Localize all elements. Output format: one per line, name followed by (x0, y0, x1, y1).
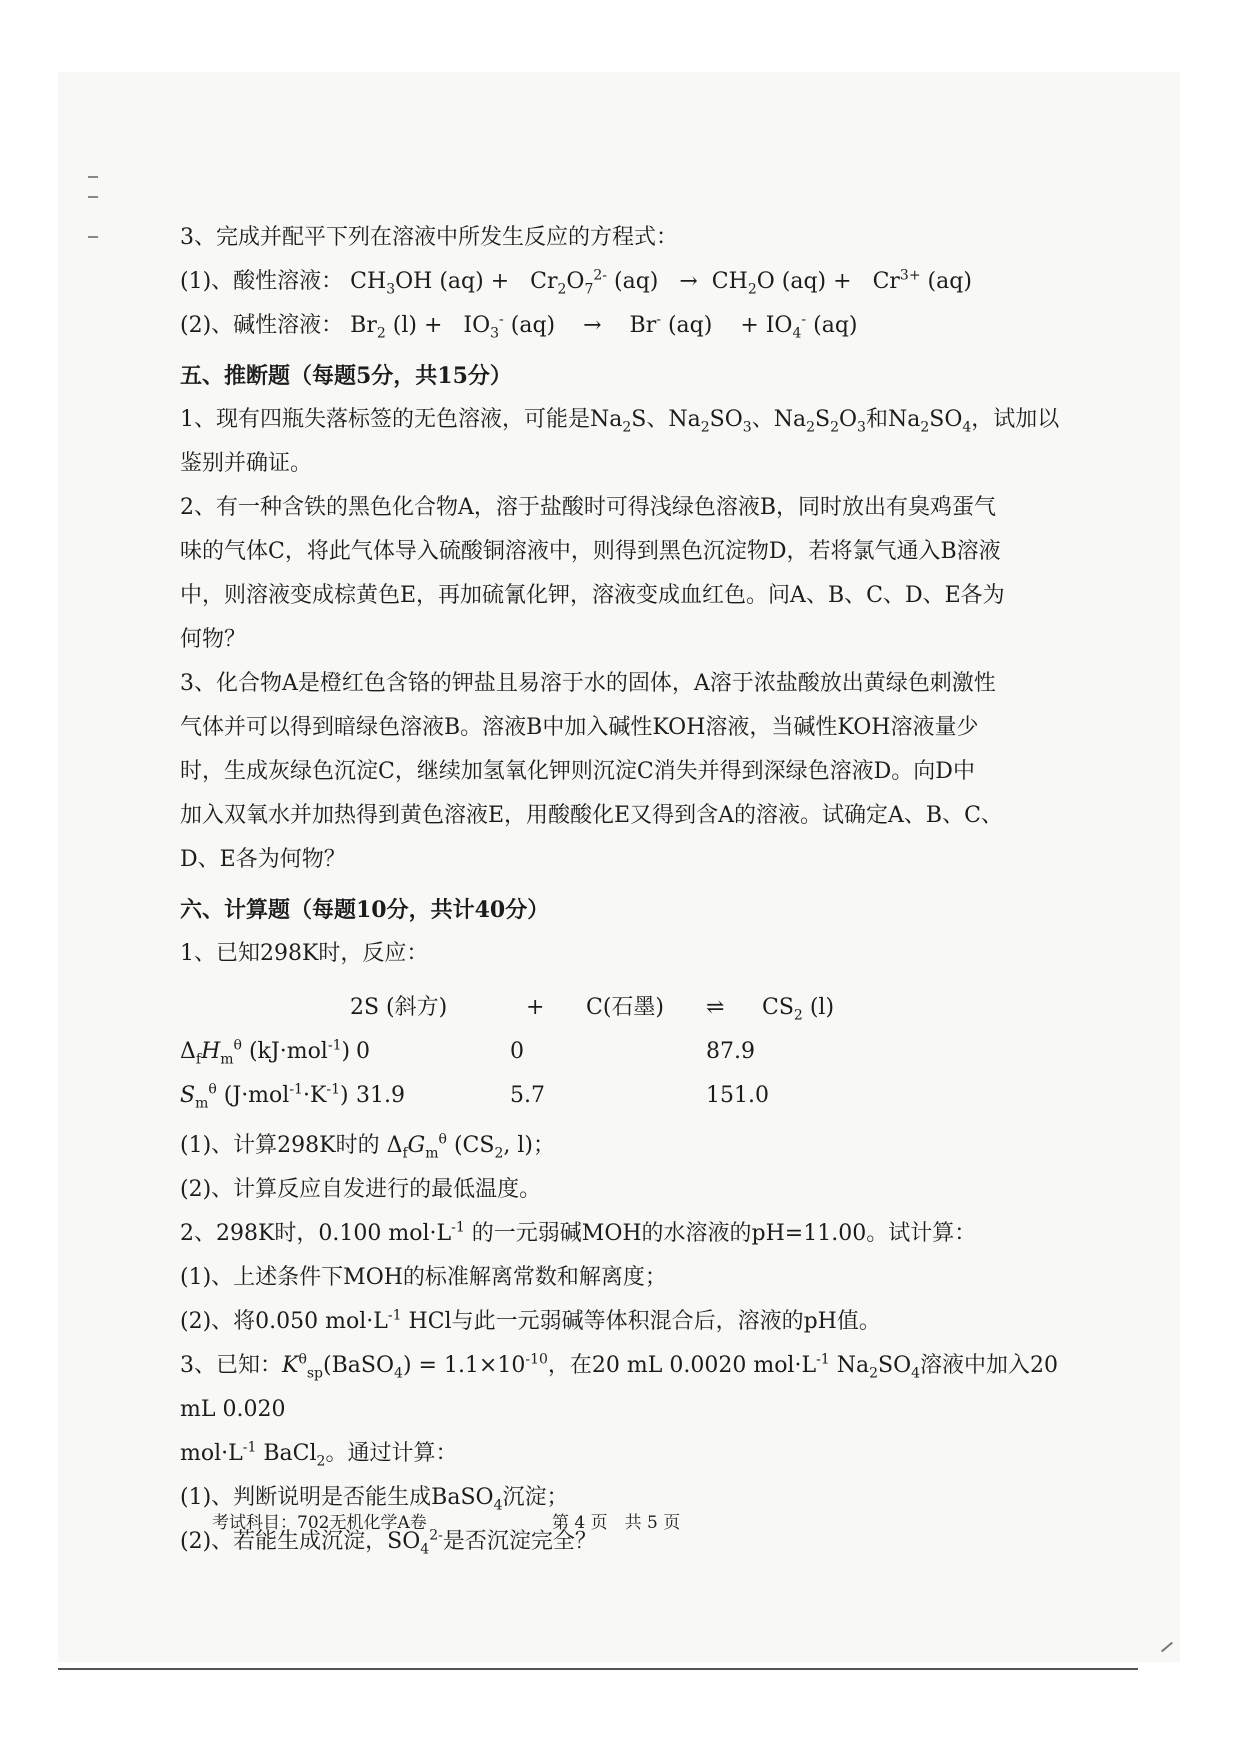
q3-equation-1: (1)、酸性溶液： $CH_3OH$ (aq) + $Cr_2O_7^{2-}$ (aq) → $CH_2O$ (aq) + $Cr^{3+}$ (aq) (180, 267, 972, 298)
section-5-title: 五、推断题（每题5分，共15分） (180, 363, 512, 389)
s5-question-2-line: 味的气体C，将此气体导入硫酸铜溶液中，则得到黑色沉淀物D，若将氯气通入B溶液 (180, 539, 1001, 564)
s6-question-2-part-1: (1)、上述条件下MOH的标准解离常数和解离度； (180, 1265, 667, 1290)
edge-mark (88, 236, 98, 238)
enthalpy-label: $\Delta_fH_m^\theta$ (kJ·mol$^{-1}$) (180, 1037, 351, 1068)
s6-question-1-part-2: (2)、计算反应自发进行的最低温度。 (180, 1177, 542, 1202)
s6-question-3-line2: $mol\cdot L^{-1}$ BaCl$_2$。通过计算： (180, 1439, 458, 1470)
s5-question-1: 1、现有四瓶失落标签的无色溶液，可能是$Na_2S$、$Na_2SO_3$、$Na_2S_2O_3$和$Na_2SO_4$，试加以 (180, 407, 1060, 436)
s5-question-2-line: 2、有一种含铁的黑色化合物A，溶于盐酸时可得浅绿色溶液B，同时放出有臭鸡蛋气 (180, 495, 997, 520)
s6-question-1-intro: 1、已知298K时，反应： (180, 941, 429, 966)
s5-question-3-line: 气体并可以得到暗绿色溶液B。溶液B中加入碱性KOH溶液，当碱性KOH溶液量少 (180, 715, 979, 740)
entropy-row (180, 1074, 1060, 1118)
s6-question-2: 2、298K时，0.100 $mol\cdot L^{-1}$ 的一元弱碱MOH的水溶液的pH=11.00。试计算： (180, 1219, 977, 1246)
enthalpy-row (180, 1030, 1060, 1074)
s5-question-1-line2: 鉴别并确证。 (180, 451, 313, 476)
section-6-title: 六、计算题（每题10分，共计40分） (180, 897, 550, 923)
entropy-label: $S_m^\theta$ $(J\cdot mol^{-1}\cdot K^{-1})$ (180, 1081, 349, 1112)
plus-sign: + (526, 995, 545, 1020)
enthalpy-cs2: 87.9 (706, 1039, 755, 1064)
s6-question-1-part-1: (1)、计算298K时的 $\Delta_fG_m^\theta$ ($CS_2$, l)； (180, 1131, 555, 1162)
entropy-c: 5.7 (510, 1083, 545, 1108)
enthalpy-c: 0 (510, 1039, 524, 1064)
thermo-data-table (180, 986, 1060, 1118)
s6-question-2-part-2: (2)、将0.050 $mol\cdot L^{-1}$ HCl与此一元弱碱等体积混合后，溶液的pH值。 (180, 1307, 881, 1334)
s6-question-3-part-2: (2)、若能生成沉淀，$SO_4^{2-}$是否沉淀完全？ (180, 1527, 597, 1558)
s5-question-2-line: 中，则溶液变成棕黄色E，再加硫氰化钾，溶液变成血红色。问A、B、C、D、E各为 (180, 583, 1005, 608)
page-number: 第 4 页 共 5 页 (552, 1513, 681, 1533)
equilibrium-arrow: ⇌ (706, 995, 725, 1020)
entropy-s: 31.9 (356, 1083, 405, 1108)
s5-question-3-line: D、E各为何物？ (180, 847, 346, 872)
enthalpy-s: 0 (356, 1039, 370, 1064)
reaction-row (180, 986, 1060, 1030)
s5-question-3-line: 加入双氧水并加热得到黄色溶液E，用酸酸化E又得到含A的溶液。试确定A、B、C、 (180, 803, 1003, 828)
s6-question-3-part-1: (1)、判断说明是否能生成BaSO$_4$沉淀； (180, 1485, 569, 1514)
q3-title: 3、完成并配平下列在溶液中所发生反应的方程式： (180, 225, 678, 250)
exam-content (180, 216, 1060, 1564)
q3-equation-2: (2)、碱性溶液： $Br_2$ (l) + $IO_3^-$ (aq) → Br- (aq) + $IO_4^-$ (aq) (180, 311, 858, 342)
exam-subject: 考试科目：702无机化学A卷 (212, 1513, 427, 1533)
reactant-carbon: C(石墨) (586, 995, 664, 1020)
product-cs2: $CS_2$ (l) (762, 995, 835, 1024)
reactant-sulfur: 2S (斜方) (350, 995, 448, 1020)
s5-question-2-line: 何物？ (180, 627, 247, 652)
scan-edge-line (58, 1668, 1138, 1670)
edge-mark (88, 196, 98, 198)
s6-question-3: 3、已知：$K^\theta_{sp}(BaSO_4) = 1.1\times 10^{-10}$，在20 mL 0.0020 $mol\cdot L^{-1}$ $Na_2SO_4$溶液中加入20 mL 0.020 (180, 1351, 1059, 1422)
page-footer (212, 1508, 912, 1533)
s5-question-3-line: 时，生成灰绿色沉淀C，继续加氢氧化钾则沉淀C消失并得到深绿色溶液D。向D中 (180, 759, 975, 784)
s5-question-3-line: 3、化合物A是橙红色含铬的钾盐且易溶于水的固体，A溶于浓盐酸放出黄绿色刺激性 (180, 671, 996, 696)
edge-mark (88, 176, 98, 178)
entropy-cs2: 151.0 (706, 1083, 769, 1108)
